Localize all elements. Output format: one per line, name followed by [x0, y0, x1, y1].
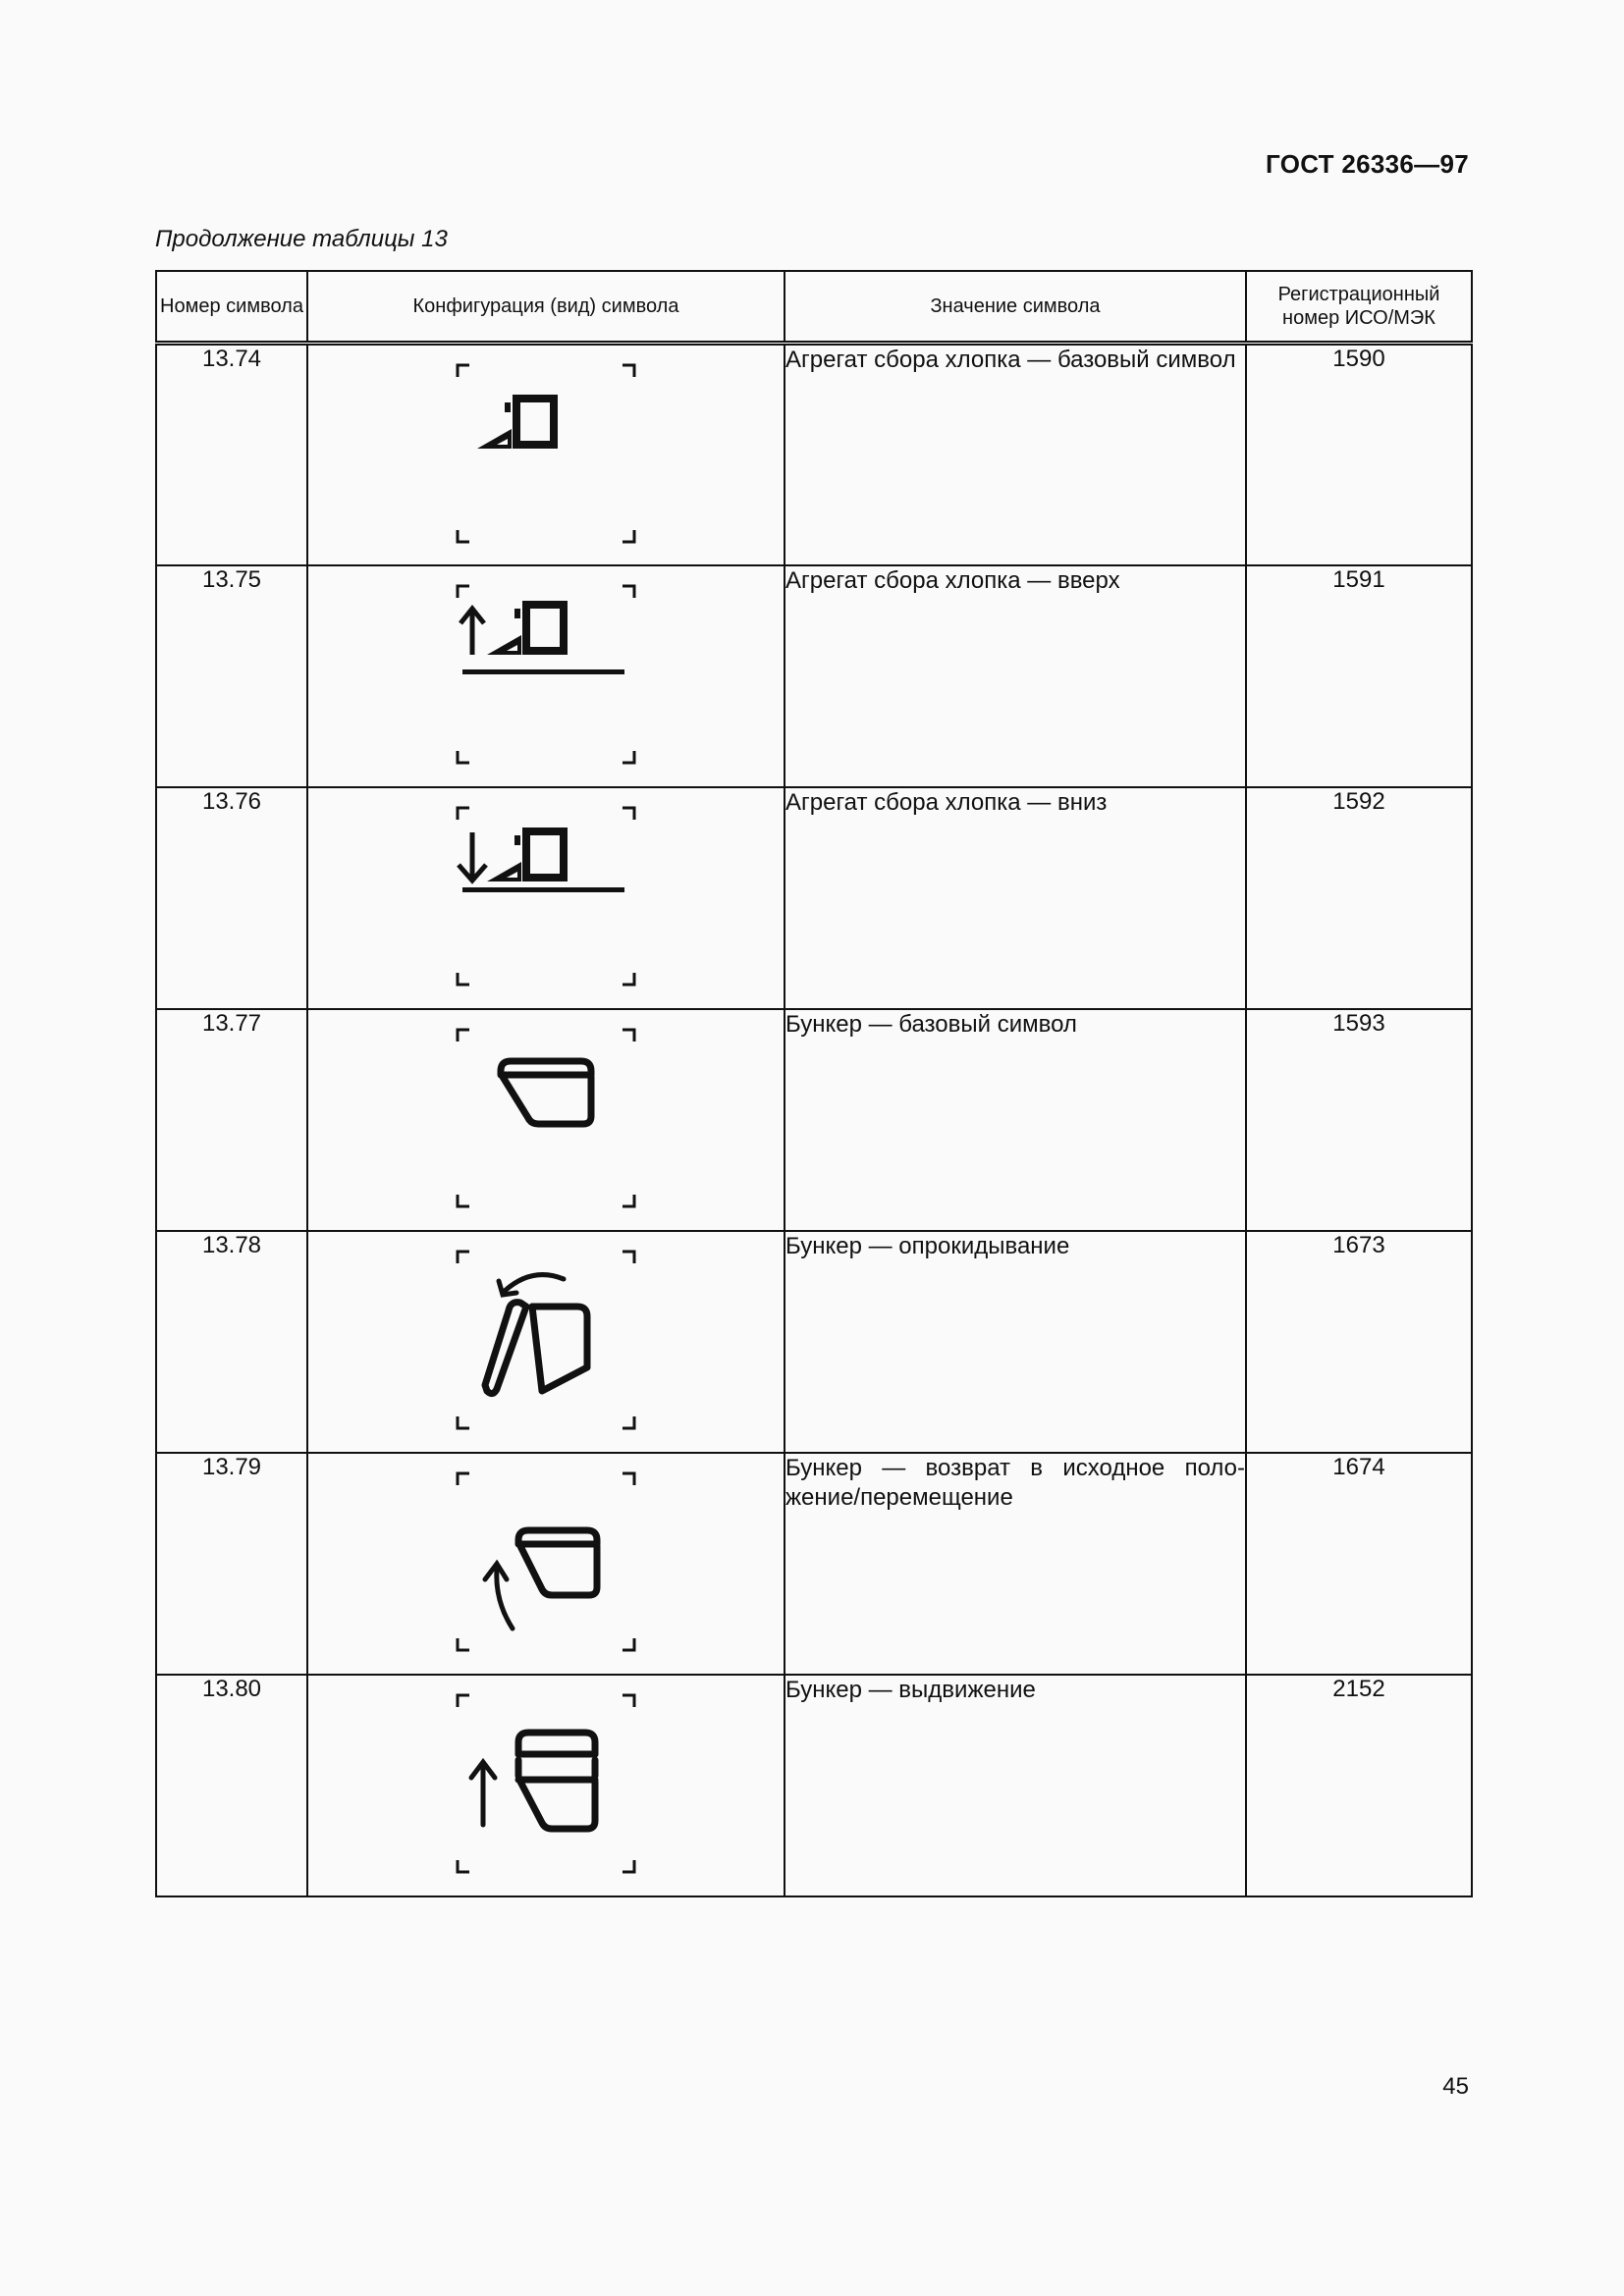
registration-number: 1673 — [1246, 1231, 1472, 1453]
symbol-number: 13.75 — [156, 565, 307, 787]
hopper-icon — [448, 1020, 644, 1216]
symbol-number: 13.79 — [156, 1453, 307, 1675]
hopper-tipping-icon — [448, 1242, 644, 1438]
registration-number: 1674 — [1246, 1453, 1472, 1675]
hopper-extend-icon — [448, 1685, 644, 1882]
hopper-return-icon — [448, 1464, 644, 1660]
header-symbol-configuration: Конфигурация (вид) символа — [307, 271, 785, 344]
symbol-meaning: Агрегат сбора хлопка — вверх — [785, 565, 1246, 787]
symbol-meaning: Бункер — базовый символ — [785, 1009, 1246, 1231]
symbols-table — [155, 270, 1473, 1897]
table-row — [156, 1675, 1472, 1896]
table-row — [156, 1009, 1472, 1231]
header-symbol-number: Номер символа — [156, 271, 307, 344]
registration-number: 1590 — [1246, 344, 1472, 565]
registration-number: 1593 — [1246, 1009, 1472, 1231]
cotton-harvester-icon — [448, 355, 644, 552]
table-row — [156, 565, 1472, 787]
table-row — [156, 1231, 1472, 1453]
table-row — [156, 344, 1472, 565]
symbol-meaning: Бункер — возврат в исходное поло-жение/перемещение — [785, 1453, 1246, 1675]
table-caption: Продолжение таблицы 13 — [155, 226, 448, 252]
symbol-number: 13.80 — [156, 1675, 307, 1896]
symbol-meaning: Бункер — выдвижение — [785, 1675, 1246, 1896]
table-row — [156, 787, 1472, 1009]
page-number: 45 — [1442, 2073, 1469, 2100]
symbol-meaning: Агрегат сбора хлопка — базовый символ — [785, 344, 1246, 565]
document-code: ГОСТ 26336—97 — [1266, 149, 1469, 179]
symbol-number: 13.77 — [156, 1009, 307, 1231]
symbol-number: 13.78 — [156, 1231, 307, 1453]
symbol-meaning: Бункер — опрокидывание — [785, 1231, 1246, 1453]
header-symbol-meaning: Значение символа — [785, 271, 1246, 344]
table-header-row — [156, 271, 1472, 344]
registration-number: 1592 — [1246, 787, 1472, 1009]
cotton-harvester-down-icon — [448, 798, 644, 994]
header-registration-number: Регистрационный номер ИСО/МЭК — [1246, 271, 1472, 344]
registration-number: 1591 — [1246, 565, 1472, 787]
registration-number: 2152 — [1246, 1675, 1472, 1896]
symbol-meaning: Агрегат сбора хлопка — вниз — [785, 787, 1246, 1009]
symbol-number: 13.76 — [156, 787, 307, 1009]
cotton-harvester-up-icon — [448, 576, 644, 773]
table-row — [156, 1453, 1472, 1675]
symbol-number: 13.74 — [156, 344, 307, 565]
